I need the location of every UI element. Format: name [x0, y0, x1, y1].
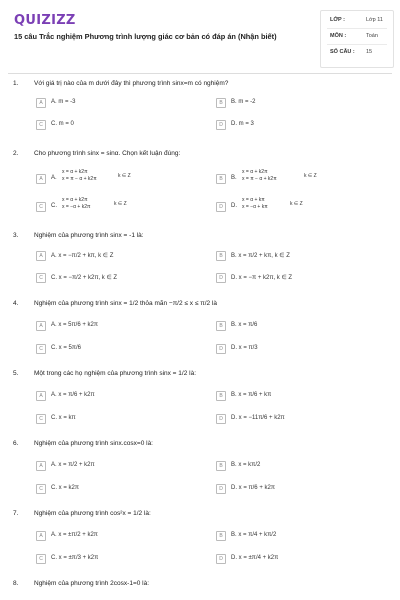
option-label: C. [51, 203, 57, 209]
option-letter-box[interactable]: C [36, 344, 46, 354]
option-text: D. x = ±π/4 + k2π [231, 555, 279, 561]
option-letter-box[interactable]: A [36, 461, 46, 471]
question-text: Nghiệm của phương trình cos²x = 1/2 là: [34, 510, 151, 517]
option-letter-box[interactable]: C [36, 484, 46, 494]
equation-line: x = −α + k2π [62, 204, 91, 210]
option-text: B. x = π/6 [231, 322, 258, 328]
info-label-subject: MÔN : [330, 33, 347, 39]
option-text: D. x = −11π/6 + k2π [231, 415, 285, 421]
header-divider [8, 73, 392, 74]
quizizz-logo: QUIZIZZ [14, 13, 76, 28]
option-system [62, 197, 90, 211]
document-title: 15 câu Trắc nghiệm Phương trình lượng giác cơ bản có đáp án (Nhận biết) [14, 32, 277, 41]
option-letter-box[interactable]: B [216, 321, 226, 331]
option-letter-box[interactable]: D [216, 273, 226, 283]
question-text: Nghiệm của phương trình sinx = -1 là: [34, 232, 144, 239]
option-text: A. x = ±π/2 + k2π [51, 532, 98, 538]
option-text: B. x = π/6 + kπ [231, 392, 272, 398]
question-text: Một trong các họ nghiệm của phương trình sinx = 1/2 là: [34, 370, 196, 377]
option-letter-box[interactable]: A [36, 174, 46, 184]
equation-line: x = α + k2π [62, 197, 88, 203]
option-text: D. x = −π + k2π, k ∈ Z [231, 275, 293, 281]
question-number: 7. [13, 510, 19, 517]
option-system [242, 197, 268, 211]
option-letter-box[interactable]: A [36, 251, 46, 261]
option-letter-box[interactable]: B [216, 531, 226, 541]
option-text: A. x = −π/2 + kπ, k ∈ Z [51, 253, 114, 259]
option-letter-box[interactable]: B [216, 461, 226, 471]
question-text: Cho phương trình sinx = sinα. Chọn kết luận đúng: [34, 150, 181, 157]
info-label-count: SỐ CÂU : [330, 49, 355, 55]
option-text: D. x = π/6 + k2π [231, 485, 275, 491]
equation-line: x = α + kπ [242, 197, 265, 203]
option-tail: k ∈ Z [304, 173, 317, 179]
divider [327, 44, 387, 45]
question-number: 1. [13, 80, 19, 87]
equation-line: x = π − α + k2π [62, 176, 97, 182]
question-number: 4. [13, 300, 19, 307]
option-text: A. m = -3 [51, 99, 76, 105]
option-tail: k ∈ Z [290, 201, 303, 207]
question-text: Nghiệm của phương trình sinx.cosx=0 là: [34, 440, 153, 447]
option-text: C. x = kπ [51, 415, 76, 421]
question-number: 6. [13, 440, 19, 447]
option-letter-box[interactable]: B [216, 174, 226, 184]
option-letter-box[interactable]: D [216, 484, 226, 494]
option-letter-box[interactable]: C [36, 414, 46, 424]
option-text: D. x = π/3 [231, 345, 258, 351]
option-text: C. x = 5π/6 [51, 345, 81, 351]
option-letter-box[interactable]: A [36, 321, 46, 331]
option-text: B. x = π/4 + kπ/2 [231, 532, 277, 538]
option-label: A. [51, 175, 57, 181]
option-system [62, 169, 97, 183]
equation-line: x = α + k2π [62, 169, 88, 175]
question-number: 8. [13, 580, 19, 587]
equation-line: x = α + k2π [242, 169, 268, 175]
option-text: B. x = kπ/2 [231, 462, 261, 468]
option-text: A. x = π/6 + k2π [51, 392, 95, 398]
option-text: B. x = π/2 + kπ, k ∈ Z [231, 253, 290, 259]
option-label: D. [231, 203, 237, 209]
equation-line: x = −α + kπ [242, 204, 268, 210]
option-system [242, 169, 277, 183]
question-text: Nghiệm của phương trình 2cosx-1=0 là: [34, 580, 150, 587]
equation-line: x = π − α + k2π [242, 176, 277, 182]
question-number: 5. [13, 370, 19, 377]
option-letter-box[interactable]: D [216, 414, 226, 424]
option-label: B. [231, 175, 237, 181]
question-number: 3. [13, 232, 19, 239]
info-value-count: 15 [366, 49, 373, 55]
info-value-subject: Toán [366, 33, 378, 39]
option-letter-box[interactable]: B [216, 251, 226, 261]
info-label-class: LỚP : [330, 17, 345, 23]
option-text: C. m = 0 [51, 121, 74, 127]
question-text: Với giá trị nào của m dưới đây thì phương trình sinx=m có nghiệm? [34, 80, 229, 87]
option-tail: k ∈ Z [114, 201, 127, 207]
option-text: C. x = ±π/3 + k2π [51, 555, 99, 561]
option-letter-box[interactable]: D [216, 120, 226, 130]
option-tail: k ∈ Z [118, 173, 131, 179]
option-text: D. m = 3 [231, 121, 254, 127]
question-number: 2. [13, 150, 19, 157]
info-box [320, 10, 394, 68]
option-letter-box[interactable]: D [216, 202, 226, 212]
option-letter-box[interactable]: D [216, 344, 226, 354]
option-text: A. x = π/2 + k2π [51, 462, 95, 468]
option-text: B. m = -2 [231, 99, 256, 105]
option-letter-box[interactable]: C [36, 273, 46, 283]
option-text: C. x = −π/2 + k2π, k ∈ Z [51, 275, 118, 281]
option-letter-box[interactable]: B [216, 391, 226, 401]
info-value-class: Lớp 11 [366, 17, 383, 23]
option-text: C. x = k2π [51, 485, 79, 491]
option-letter-box[interactable]: A [36, 98, 46, 108]
option-text: A. x = 5π/6 + k2π [51, 322, 98, 328]
question-text: Nghiệm của phương trình sinx = 1/2 thỏa mãn −π/2 ≤ x ≤ π/2 là [34, 300, 217, 307]
option-letter-box[interactable]: D [216, 554, 226, 564]
option-letter-box[interactable]: A [36, 391, 46, 401]
option-letter-box[interactable]: A [36, 531, 46, 541]
option-letter-box[interactable]: C [36, 120, 46, 130]
option-letter-box[interactable]: C [36, 554, 46, 564]
option-letter-box[interactable]: C [36, 202, 46, 212]
option-letter-box[interactable]: B [216, 98, 226, 108]
divider [327, 28, 387, 29]
